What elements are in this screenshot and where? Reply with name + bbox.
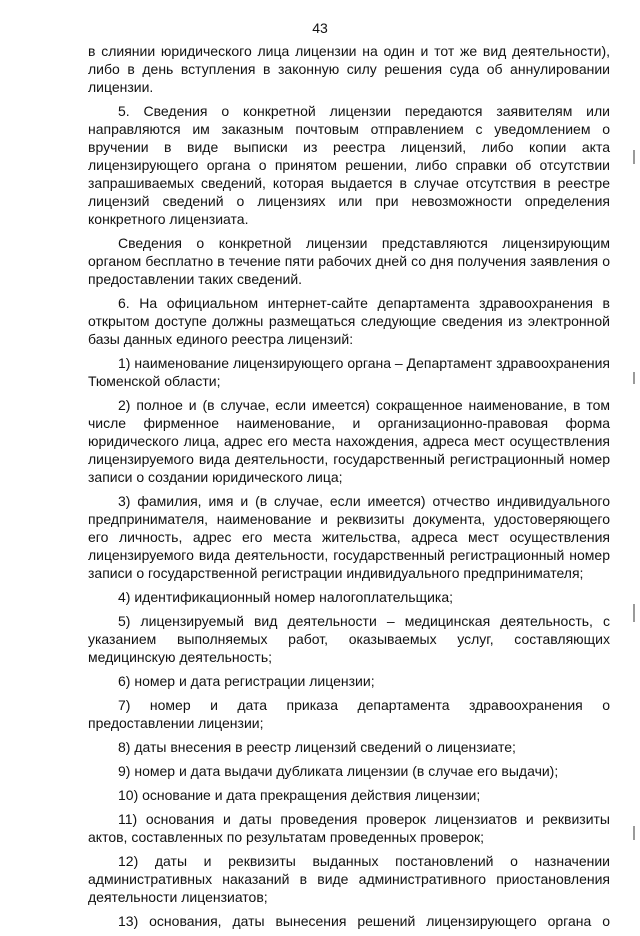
paragraph-item-6: 6. На официальном интернет-сайте департамента здравоохранения в открытом доступе должны размещаться следующие сведения из электронной базы данных единого реестра лицензий: [88,295,610,347]
list-item-7: 7) номер и дата приказа департамента здравоохранения о предоставлении лицензии; [88,697,610,731]
list-item-12: 12) даты и реквизиты выданных постановлений о назначении административных наказаний в виде административного приостановления деятельности лицензиатов; [88,853,610,905]
scan-edge-mark [633,604,635,622]
list-item-11: 11) основания и даты проведения проверок лицензиатов и реквизиты актов, составленных по результатам проведенных проверок; [88,811,610,845]
list-item-3: 3) фамилия, имя и (в случае, если имеется) отчество индивидуального предпринимателя, наименование и реквизиты документа, удостоверяющего его личность, адрес его места жительства, адреса мест осуществления лицензируемого вида деятельности, государственный регистрационный номер записи о государственной регистрации индивидуального предпринимателя; [88,493,610,581]
list-item-13: 13) основания, даты вынесения решений лицензирующего органа о [118,913,610,929]
paragraph-item-5: 5. Сведения о конкретной лицензии передаются заявителям или направляются им заказным почтовым отправлением с уведомлением о вручении в виде выписки из реестра лицензий, либо копии акта лицензирующего органа о принятом решении, либо справки об отсутствии запрашиваемых сведений, которая выдается в случае отсутствия в реестре лицензий сведений о лицензиях или при невозможности определения конкретного лицензиата. [88,103,610,227]
document-body [88,42,610,936]
list-item-1: 1) наименование лицензирующего органа – Департамент здравоохранения Тюменской области; [88,355,610,389]
list-item-5: 5) лицензируемый вид деятельности – медицинская деятельность, с указанием выполняемых работ, оказываемых услуг, составляющих медицинскую деятельность; [88,613,610,665]
list-item-8: 8) даты внесения в реестр лицензий сведений о лицензиате; [118,739,516,755]
list-item-4: 4) идентификационный номер налогоплательщика; [118,589,454,605]
scan-edge-mark [633,150,635,164]
list-item-9: 9) номер и дата выдачи дубликата лицензии (в случае его выдачи); [118,763,559,779]
scan-edge-mark [633,372,635,384]
paragraph-continuation: в слиянии юридического лица лицензии на один и тот же вид деятельности), либо в день вступления в законную силу решения суда об аннулировании лицензии. [88,43,610,95]
scan-edge-mark [633,826,635,840]
paragraph-info-free: Сведения о конкретной лицензии представляются лицензирующим органом бесплатно в течение пяти рабочих дней со дня получения заявления о предоставлении таких сведений. [88,235,610,287]
list-item-10: 10) основание и дата прекращения действия лицензии; [118,787,481,803]
page-number: 43 [312,20,328,36]
list-item-6: 6) номер и дата регистрации лицензии; [118,673,375,689]
list-item-2: 2) полное и (в случае, если имеется) сокращенное наименование, в том числе фирменное наименование, и организационно-правовая форма юридического лица, адрес его места нахождения, адреса мест осуществления лицензируемого вида деятельности, государственный регистрационный номер записи о создании юридического лица; [88,397,610,485]
